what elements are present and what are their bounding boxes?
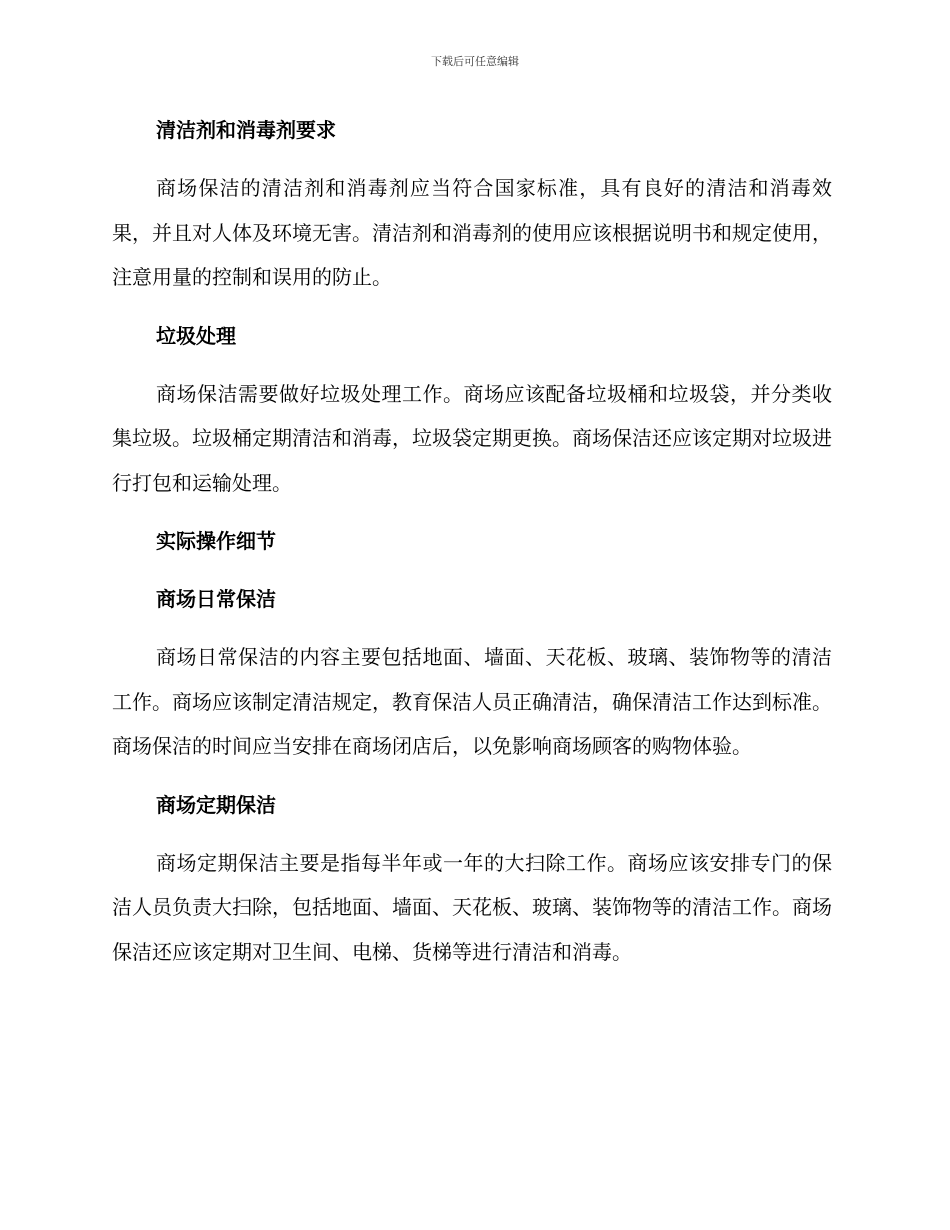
section-paragraph-periodic-cleaning: 商场定期保洁主要是指每半年或一年的大扫除工作。商场应该安排专门的保洁人员负责大扫除，包括地面、墙面、天花板、玻璃、装饰物等的清洁工作。商场保洁还应该定期对卫生间、电梯、货梯等进行清洁和消毒。: [112, 850, 832, 964]
section-heading-periodic-cleaning: 商场定期保洁: [156, 792, 276, 817]
section-paragraph-cleaning-agents: 商场保洁的清洁剂和消毒剂应当符合国家标准，具有良好的清洁和消毒效果，并且对人体及环境无害。清洁剂和消毒剂的使用应该根据说明书和规定使用，注意用量的控制和误用的防止。: [112, 176, 832, 289]
section-heading-daily-cleaning: 商场日常保洁: [156, 587, 276, 611]
section-heading-cleaning-agents: 清洁剂和消毒剂要求: [156, 118, 336, 142]
section-paragraph-garbage: 商场保洁需要做好垃圾处理工作。商场应该配备垃圾桶和垃圾袋，并分类收集垃圾。垃圾桶定期清洁和消毒，垃圾袋定期更换。商场保洁还应该定期对垃圾进行打包和运输处理。: [112, 381, 832, 495]
section-paragraph-daily-cleaning: 商场日常保洁的内容主要包括地面、墙面、天花板、玻璃、装饰物等的清洁工作。商场应该制定清洁规定，教育保洁人员正确清洁，确保清洁工作达到标准。商场保洁的时间应当安排在商场闭店后，以免影响商场顾客的购物体验。: [112, 645, 832, 758]
document-body: [112, 108, 832, 988]
section-heading-garbage: 垃圾处理: [156, 323, 236, 348]
header-note: 下载后可任意编辑: [431, 55, 519, 68]
section-heading-operation-details: 实际操作细节: [156, 529, 276, 553]
